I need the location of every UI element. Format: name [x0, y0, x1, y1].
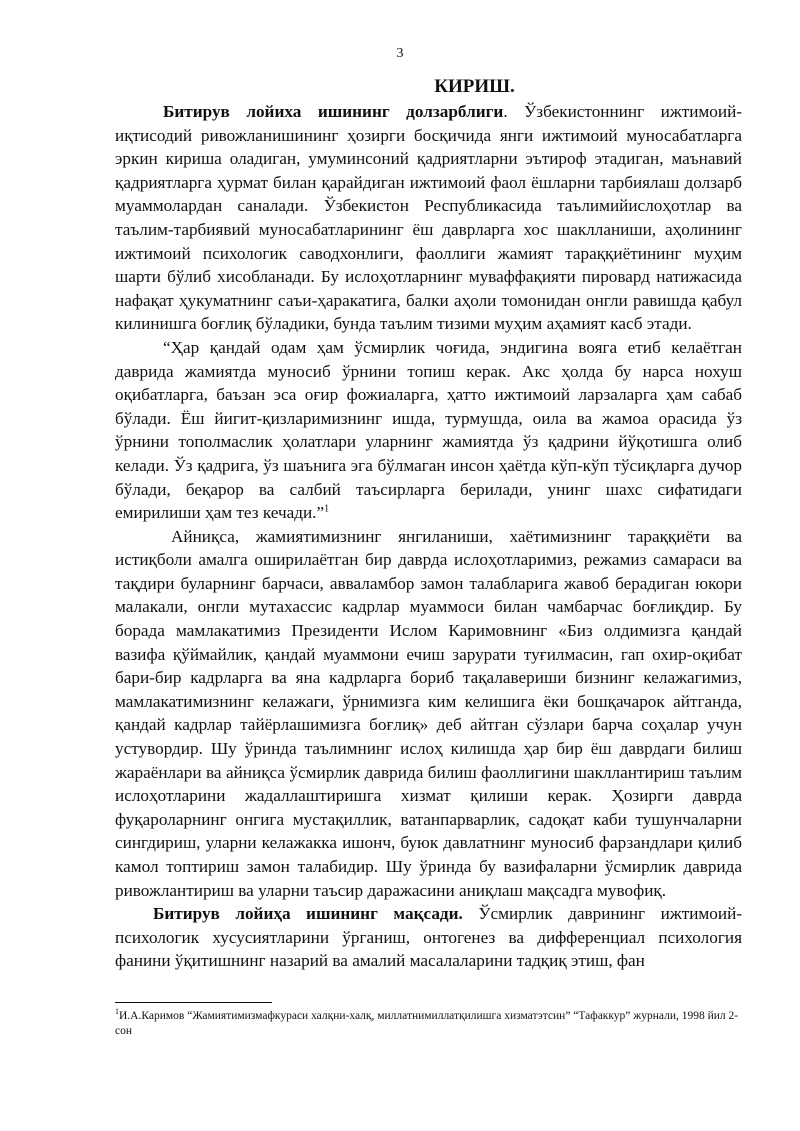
- paragraph-reforms: [115, 525, 742, 903]
- paragraph-lead-goal: Битирув лойиҳа ишининг мақсади.: [153, 904, 463, 924]
- footnote-divider: [115, 1002, 272, 1003]
- footnote-ref: 1: [324, 503, 330, 515]
- footnote-text: И.А.Каримов “Жамиятимизмафкураси халқни-халқ, миллатнимиллатқилишга хизматэтсин” “Тафаккур” журнали, 1998 йил 2-сон: [115, 1010, 739, 1037]
- footnote: [115, 1009, 742, 1039]
- page-number: 3: [396, 46, 404, 61]
- paragraph-quote: [115, 336, 742, 525]
- paragraph-goal: [115, 902, 742, 973]
- paragraph-relevance: [115, 100, 742, 336]
- paragraph-text-quote: “Ҳар қандай одам ҳам ўсмирлик чоғида, эндигина вояга етиб келаётган даврида жамиятда муносиб ўрнини топиш керак. Акс ҳолда бу нарса нохуш оқибатларга, баъзан эса оғир фожиаларга, ҳатто ижтимоий ларзаларга ҳам сабаб бўлади. Ёш йигит-қизларимизнинг ишда, турмушда, оила ва жамоа орасида ўз ўрнини тополмаслик ҳолатлари уларнинг жамиятда ўз қадрини йўқотишга олиб келади. Ўз қадрига, ўз шаънига эга бўлмаган инсон ҳаётда кўп-кўп тўсиқларга дучор бўлади, беқарор ва салбий таъсирларга берилади, унинг шахс сифатидаги емирилиши ҳам тез кечади.”: [115, 337, 742, 523]
- footnote-mark: 1: [115, 1007, 119, 1017]
- document-body: [115, 74, 742, 973]
- paragraph-text-reforms: Айниқса, жамиятимизнинг янгиланиши, хаётимизнинг тараққиёти ва истиқболи амалга оширилаётган бир даврда ислоҳотларимиз, режамиз самараси ва тақдири буларнинг барчаси, авваламбор замон талабларига жавоб берадиган юкори малакали, онгли мутахассис кадрлар муаммоси билан чамбарчас боғлиқдир. Бу борада мамлакатимиз Президенти Ислом Каримовнинг «Биз олдимизга қандай вазифа қўймайлик, қандай муаммони ечиш зарурати туғилмасин, гап охир-оқибат бари-бир кадрларга ва яна кадрларга бориб тақалавериши бизнинг келажагимиз, мамлакатимизнинг келажаги, ўрнимизга ким келишига ёки бошқачарок айтганда, қандай кадрлар тайёрлашимизга боғлиқ» деб айтган сўзлари барча соҳалар учун устувордир. Шу ўринда таълимнинг ислоҳ килишда ҳар бир ёш даврдаги билиш жараёнлари ва айниқса ўсмирлик даврида билиш фаоллигини шакллантириш таълим ислоҳотларини жадаллаштиришга хизмат қилиши керак. Ҳозирги даврда фуқароларнинг онгига мустақиллик, ватанпарварлик, садоқат каби тушунчаларни сингдириш, уларни келажакка ишонч, буюк давлатнинг муносиб фарзандлари қилиб камол топтириш замон талабидир. Шу ўринда бу вазифаларни ўсмирлик даврида ривожлантириш ва уларни таъсир даражасини аниқлаш мақсадга мувофиқ.: [115, 526, 742, 900]
- page-heading: КИРИШ.: [434, 76, 515, 97]
- paragraph-text-relevance: . Ўзбекистоннинг ижтимоий-иқтисодий ривожланишининг ҳозирги босқичида янги ижтимоий муносабатларга эркин кириша оладиган, умуминсоний қадриятларни эътироф этадиган, маънавий қадриятларга ҳурмат билан қарайдиган ижтимоий фаол ёшларни тарбиялаш долзарб муаммолардан саналади. Ўзбекистон Республикасида таълимийислоҳотлар ва таълим-тарбиявий муносабатларининг ёш даврларга хос шаклланиши, аҳолининг ижтимоий психологик саводхонлиги, фаоллиги жамият тараққиётининг муҳим шарти бўлиб хисобланади. Бу ислоҳотларнинг муваффақияти пировард натижасида нафақат ҳукуматнинг саъи-ҳаракатига, балки аҳоли томонидан онгли равишда қабул килинишга боғлиқ бўладики, бунда таълим тизими муҳим аҳамият касб этади.: [115, 102, 742, 334]
- paragraph-text-goal: Ўсмирлик даврининг ижтимоий-психологик хусусиятларини ўрганиш, онтогенез ва дифференциал психология фанини ўқитишнинг назарий ва амалий масалаларини тадқиқ этиш, фан: [115, 904, 742, 971]
- paragraph-lead-relevance: Битирув лойиха ишининг долзарблиги: [163, 102, 504, 121]
